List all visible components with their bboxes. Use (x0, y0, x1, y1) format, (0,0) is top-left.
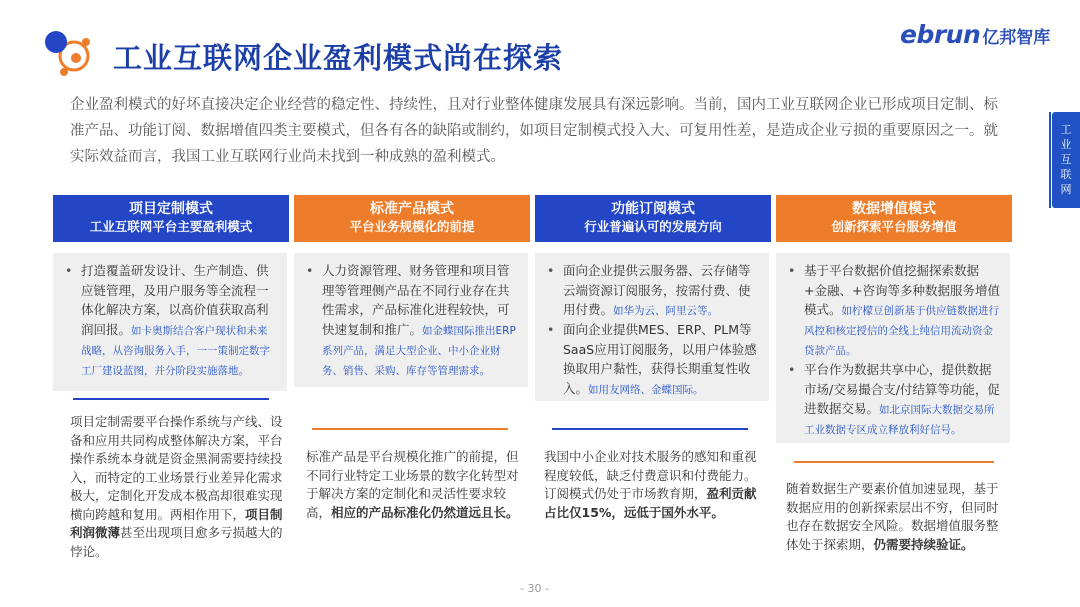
brand-en: ebrun (900, 20, 981, 49)
card-subtitle: 创新探索平台服务增值 (831, 219, 957, 234)
summary-highlight: 仍需要持续验证。 (873, 536, 974, 552)
example-note: 如柠檬豆创新基于供应链数据进行风控和核定授信的全线上纯信用流动资金贷款产品。 (804, 305, 1000, 357)
brand-logo (900, 20, 1050, 54)
page-number: - 30 - (520, 582, 549, 595)
card-subtitle: 工业互联网平台主要盈利模式 (89, 219, 253, 234)
summary-highlight: 相应的产品标准化仍然道远且长。 (331, 504, 519, 520)
card-bullet: • 人力资源管理、财务管理和项目管理等管理侧产品在不同行业存在共性需求，产品标准化进程较快，可快速复制和推广。如金蝶国际推出ERP系列产品，满足大型企业、中小企业财务、销售、采购、库存等管理需求。 (304, 261, 518, 380)
card-bullet: • 面向企业提供MES、ERP、PLM等SaaS应用订阅服务，以用户体验感换取用户黏性，获得长期重复性收入。如用友网络、金蝶国际。 (545, 320, 759, 399)
example-note: 如华为云、阿里云等。 (613, 305, 719, 317)
summary-highlight: 项目制利润微薄 (70, 506, 283, 540)
card-bullet: • 平台作为数据共享中心，提供数据市场/交易撮合支/付结算等功能，促进数据交易。如北京国际大数据交易所工业数据专区成立释放利好信号。 (786, 360, 1000, 439)
logo-icon (42, 28, 94, 80)
brand-cn: 亿邦智库 (982, 28, 1051, 48)
card-header-project (53, 195, 289, 242)
card-bullet: • 面向企业提供云服务器、云存储等云端资源订阅服务，按需付费、使用付费。如华为云、阿里云等。 (545, 261, 759, 320)
example-note: 如卡奥斯结合客户现状和未来战略，从咨询服务入手，一一策制定数字工厂建设蓝图，并分阶段实施落地。 (81, 324, 270, 377)
card-summary-subscription: 我国中小企业对技术服务的感知和重视程度较低，缺乏付费意识和付费能力。订阅模式仍处于市场教育期，盈利贡献占比仅15%，远低于国外水平。 (544, 449, 757, 520)
card-body-data (776, 253, 1010, 443)
card-header-standard (294, 195, 530, 242)
page-title: 工业互联网企业盈利模式尚在探索 (113, 41, 564, 75)
card-header-data (776, 195, 1012, 242)
side-tab-line (1049, 112, 1051, 208)
card-summary-project: 项目定制需要平台操作系统与产线、设备和应用共同构成整体解决方案，平台操作系统本身就是资金黑洞需要持续投入，而特定的工业场景行业差异化需求极大，定制化开发成本极高却很难实现横向跨越和复用。两相作用下，项目制利润微薄甚至出现项目愈多亏损越大的悖论。 (70, 414, 283, 559)
card-title: 项目定制模式 (129, 201, 213, 217)
card-bullet: • 基于平台数据价值挖掘探索数据+金融、+咨询等多种数据服务增值模式。如柠檬豆创新基于供应链数据进行风控和核定授信的全线上纯信用流动资金贷款产品。 (786, 261, 1000, 360)
card-title: 功能订阅模式 (611, 201, 695, 217)
divider (794, 461, 994, 463)
card-title: 标准产品模式 (370, 201, 454, 217)
intro-paragraph: 企业盈利模式的好坏直接决定企业经营的稳定性、持续性，且对行业整体健康发展具有深远影响。当前，国内工业互联网企业已形成项目定制、标准产品、功能订阅、数据增值四类主要模式，但各有各的缺陷或制约，如项目定制模式投入大、可复用性差，是造成企业亏损的重要原因之一。就实际效益而言，我国工业互联网行业尚未找到一种成熟的盈利模式。 (70, 97, 998, 165)
card-title: 数据增值模式 (852, 201, 936, 217)
summary-highlight: 盈利贡献占比仅15%，远低于国外水平。 (544, 486, 757, 520)
example-note: 如金蝶国际推出ERP系列产品，满足大型企业、中小企业财务、销售、采购、库存等管理需求。 (322, 324, 516, 377)
example-note: 如北京国际大数据交易所工业数据专区成立释放利好信号。 (804, 404, 995, 436)
divider (312, 428, 508, 430)
card-subtitle: 行业普遍认可的发展方向 (584, 219, 722, 234)
card-bullet: • 打造覆盖研发设计、生产制造、供应链管理，及用户服务等全流程一体化解决方案，以高价值获取高利润回报。如卡奥斯结合客户现状和未来战略，从咨询服务入手，一一策制定数字工厂建设蓝图，并分阶段实施落地。 (63, 261, 277, 380)
divider (552, 428, 748, 430)
example-note: 如用友网络、金蝶国际。 (588, 383, 704, 396)
side-tab-label: 工业互联网 (1060, 123, 1072, 196)
side-tab[interactable] (1052, 112, 1080, 208)
card-header-subscription (535, 195, 771, 242)
divider (73, 398, 269, 400)
card-subtitle: 平台业务规模化的前提 (349, 219, 475, 234)
card-body-standard (294, 253, 528, 387)
card-body-subscription (535, 253, 769, 401)
card-body-project (53, 253, 287, 391)
card-summary-standard: 标准产品是平台规模化推广的前提，但不同行业特定工业场景的数字化转型对于解决方案的定制化和灵活性要求较高，相应的产品标准化仍然道远且长。 (306, 449, 519, 520)
card-summary-data: 随着数据生产要素价值加速显现，基于数据应用的创新探索层出不穷，但同时也存在数据安全风险。数据增值服务整体处于探索期，仍需要持续验证。 (786, 481, 999, 552)
